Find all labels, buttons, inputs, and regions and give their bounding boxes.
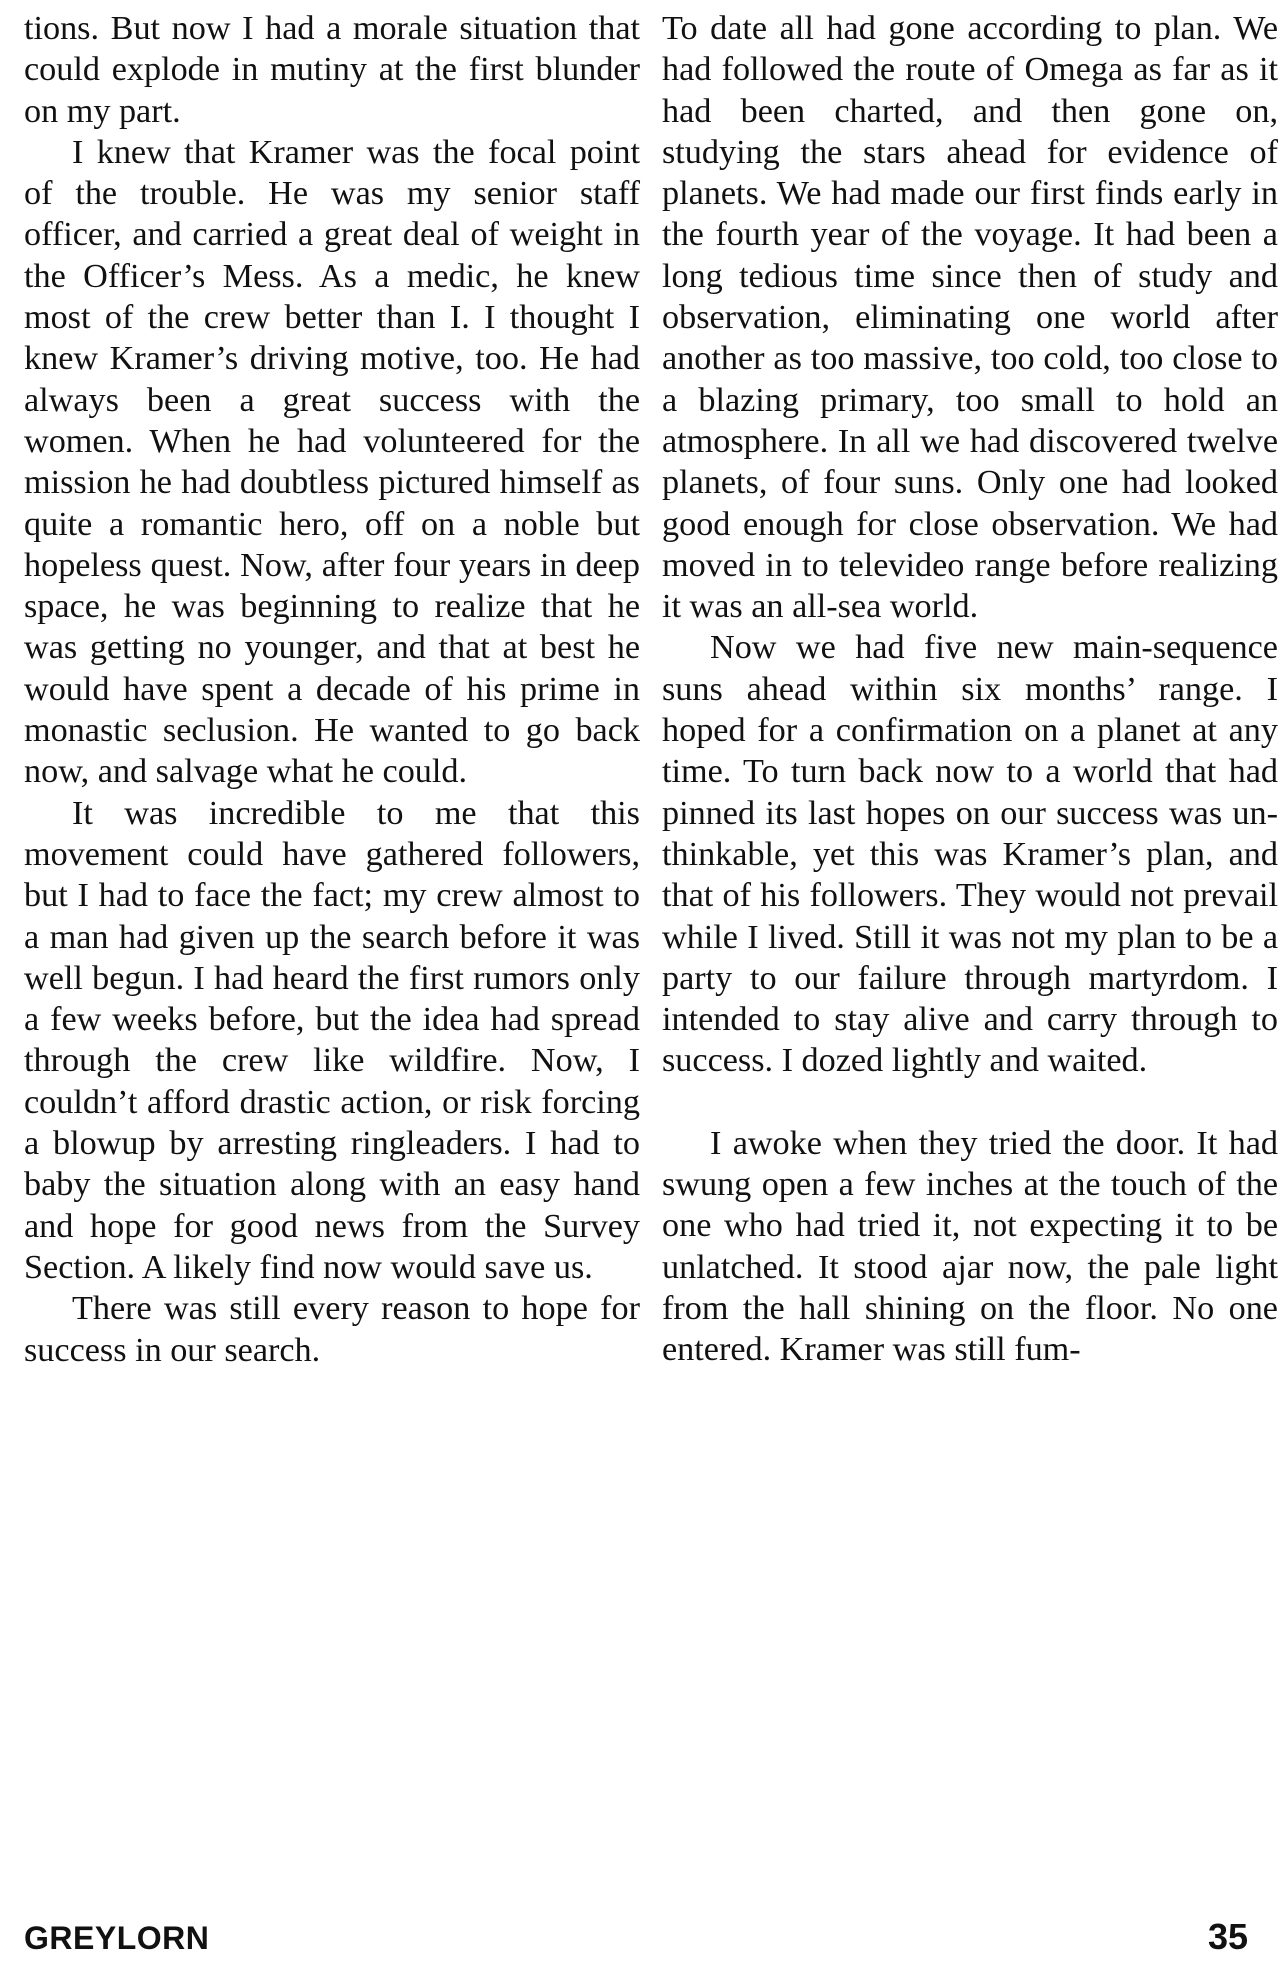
paragraph: I awoke when they tried the door. It had swung open a few inches at the touch of the one who had tried it, not expecting it to be unlatched. It stood ajar now, the pale light from the hall shining on the floor. No one entered. Kramer was still fum-	[662, 1124, 1278, 1369]
paragraph: tions. But now I had a morale situation that could explode in mutiny at the first blunder on my part.	[24, 10, 640, 130]
page-number: 35	[1207, 1916, 1248, 1957]
paragraph: Now we had five new main-sequence suns ahead within six months’ range. I hoped for a confirmation on a planet at any time. To turn back now to a world that had pinned its last hopes on our success was unthinkable, yet this was Kramer’s plan, and that of his followers. They would not prevail while I lived. Still it was not my plan to be a party to our failure through martyrdom. I intended to stay alive and carry through to success. I dozed lightly and waited.	[662, 629, 1278, 1080]
paragraph: There was still every reason to hope for success in our search.	[24, 1290, 640, 1369]
paragraph: To date all had gone according to plan. We had followed the route of Omega as far as it had been charted, and then gone on, studying the stars ahead for evidence of planets. We had made our first finds early in the fourth year of the voyage. It had been a long tedious time since then of study and observation, eliminating one world after another as too massive, too cold, too close to a blazing primary, too small to hold an atmosphere. In all we had discovered twelve planets, of four suns. Only one had looked good enough for close observation. We had moved in to televideo range before realizing it was an all-sea world.	[662, 10, 1278, 626]
paragraph: I knew that Kramer was the focal point of the trouble. He was my senior staff officer, and carried a great deal of weight in the Officer’s Mess. As a medic, he knew most of the crew better than I. I thought I knew Kramer’s driving motive, too. He had always been a great success with the women. When he had volunteered for the mission he had doubtless pictured himself as quite a romantic hero, off on a noble but hopeless quest. Now, after four years in deep space, he was beginning to realize that he was getting no younger, and that at best he would have spent a decade of his prime in monastic seclusion. He wanted to go back now, and salvage what he could.	[24, 133, 640, 791]
running-title: GREYLORN	[24, 1920, 210, 1956]
paragraph: It was incredible to me that this movement could have gathered followers, but I had to face the fact; my crew almost to a man had given up the search before it was well begun. I had heard the first rumors only a few weeks before, but the idea had spread through the crew like wildfire. Now, I couldn’t afford drastic action, or risk forcing a blowup by arresting ringleaders. I had to baby the situation along with an easy hand and hope for good news from the Survey Section. A likely find now would save us.	[24, 794, 640, 1286]
text-column-right	[662, 8, 1278, 1371]
text-column-left	[24, 8, 640, 1371]
